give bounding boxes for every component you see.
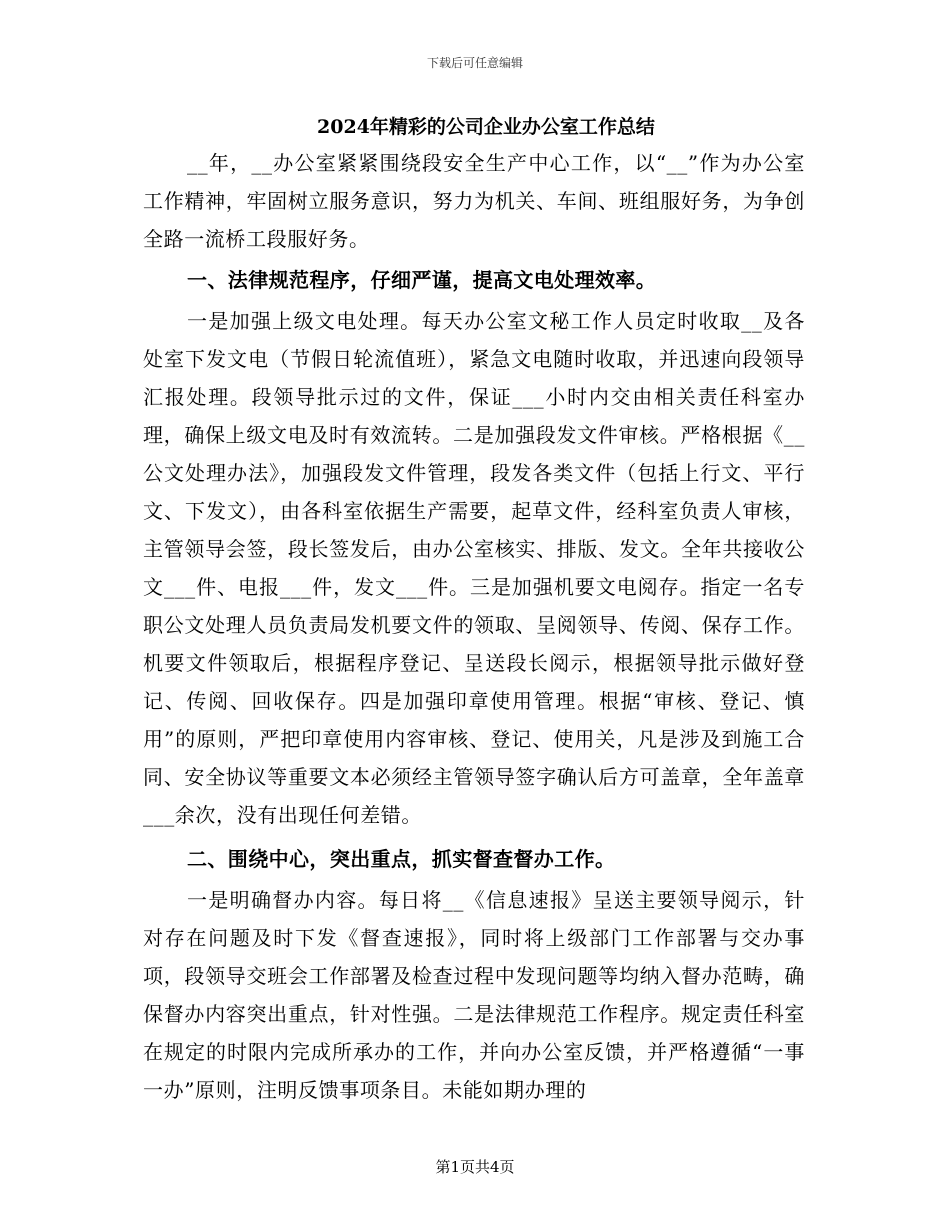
section-1-heading: 一、法律规范程序，仔细严谨，提高文电处理效率。 xyxy=(187,268,657,292)
intro-paragraph: __年，__办公室紧紧围绕段安全生产中心工作，以“__”作为办公室工作精神，牢固树立服务意识，努力为机关、车间、班组服好务，为争创全路一流桥工段服好务。 xyxy=(143,151,805,251)
document-body xyxy=(143,112,805,1109)
document-title: 2024年精彩的公司企业办公室工作总结 xyxy=(317,116,655,138)
page-number: 第1页共4页 xyxy=(435,1158,515,1176)
header-note: 下载后可任意编辑 xyxy=(426,56,523,70)
section-2-heading: 二、围绕中心，突出重点，抓实督查督办工作。 xyxy=(187,847,616,871)
section-2-paragraph: 一是明确督办内容。每日将__《信息速报》呈送主要领导阅示，针对存在问题及时下发《督查速报》，同时将上级部门工作部署与交办事项，段领导交班会工作部署及检查过程中发现问题等均纳入督办范畴，确保督办内容突出重点，针对性强。二是法律规范工作程序。规定责任科室在规定的时限内完成所承办的工作，并向办公室反馈，并严格遵循“一事一办”原则，注明反馈事项条目。未能如期办理的 xyxy=(143,888,805,1102)
section-1-paragraph: 一是加强上级文电处理。每天办公室文秘工作人员定时收取__及各处室下发文电（节假日轮流值班），紧急文电随时收取，并迅速向段领导汇报处理。段领导批示过的文件，保证___小时内交由相关责任科室办理，确保上级文电及时有效流转。二是加强段发文件审核。严格根据《__公文处理办法》，加强段发文件管理，段发各类文件（包括上行文、平行文、下发文），由各科室依据生产需要，起草文件，经科室负责人审核，主管领导会签，段长签发后，由办公室核实、排版、发文。全年共接收公文___件、电报___件，发文___件。三是加强机要文电阅存。指定一名专职公文处理人员负责局发机要文件的领取、呈阅领导、传阅、保存工作。机要文件领取后，根据程序登记、呈送段长阅示，根据领导批示做好登记、传阅、回收保存。四是加强印章使用管理。根据“审核、登记、慎用”的原则，严把印章使用内容审核、登记、使用关，凡是涉及到施工合同、安全协议等重要文本必须经主管领导签字确认后方可盖章，全年盖章___余次，没有出现任何差错。 xyxy=(143,309,805,827)
